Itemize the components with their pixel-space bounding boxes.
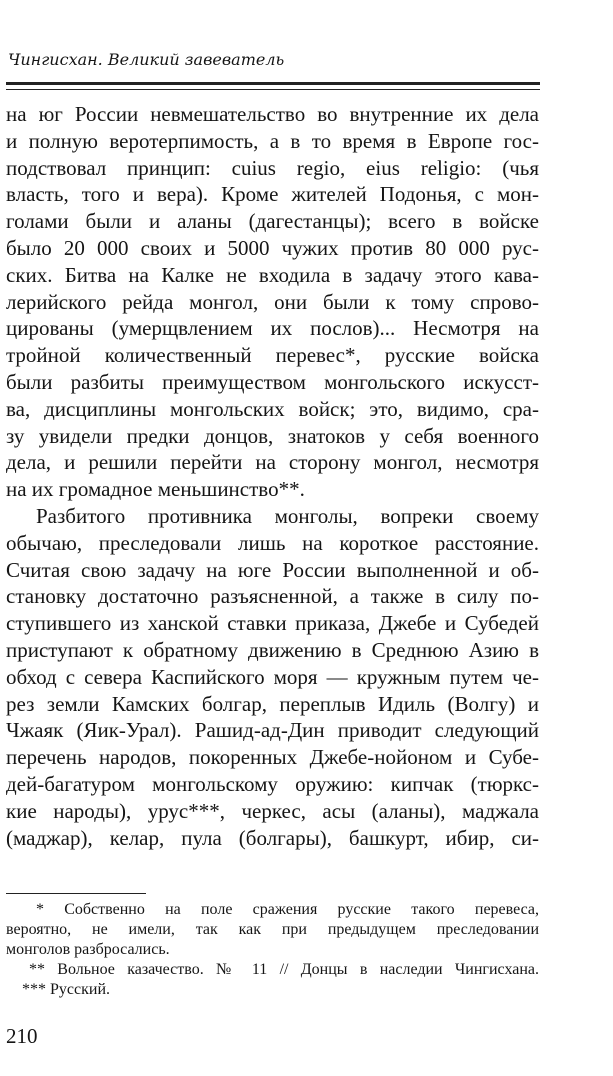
text-line: были разбиты преимуществом монгольского искусст- xyxy=(6,369,539,394)
text-line: на юг России невмешательство во внутренние их дела xyxy=(6,102,539,126)
text-line: кие народы), урус***, черкес, асы (аланы), маджала xyxy=(6,798,539,823)
main-text xyxy=(6,101,539,851)
text-line: дела, и решили перейти на сторону монгол, несмотря xyxy=(6,450,539,475)
text-line: рез земли Камских болгар, переплыв Идиль (Волгу) и xyxy=(6,691,539,716)
text-line: становку достаточно разъясненной, а также в силу по- xyxy=(6,584,539,609)
text-line: ских. Битва на Калке не входила в задачу этого кава- xyxy=(6,262,539,287)
text-line: власть, того и вера). Кроме жителей Подонья, с мон- xyxy=(6,182,539,207)
text-line: цированы (умерщвлением их послов)... Несмотря на xyxy=(6,316,539,341)
footnote-line: монголов разбросались. xyxy=(6,941,170,958)
text-line: приступают к обратному движению в Среднюю Азию в xyxy=(6,637,539,662)
text-line: дей-багатуром монгольскому оружию: кипчак (тюркс- xyxy=(6,771,539,796)
text-line: тройной количественный перевес*, русские войска xyxy=(6,343,539,368)
footnote-line: * Собственно на поле сражения русские такого перевеса, xyxy=(36,901,539,918)
text-line: ступившего из ханской ставки приказа, Джебе и Субедей xyxy=(6,611,539,636)
header-rule-thin xyxy=(6,89,540,90)
text-line: ва, дисциплины монгольских войск; это, видимо, сра- xyxy=(6,396,539,421)
text-line: и полную веротерпимость, а в то время в Европе гос- xyxy=(6,128,539,153)
text-line: Чжаяк (Яик-Урал). Рашид-ад-Дин приводит следующий xyxy=(6,718,539,743)
text-line: подствовал принцип: cuius regio, eius religio: (чья xyxy=(6,155,539,180)
footnotes xyxy=(6,900,539,1000)
footnote-line: *** Русский. xyxy=(22,981,110,998)
text-line: на их громадное меньшинство**. xyxy=(6,477,305,502)
footnote-line: вероятно, не имели, так как при предыдущем преследовании xyxy=(6,921,539,938)
text-line: лерийского рейда монгол, они были к тому спрово- xyxy=(6,289,539,314)
paragraph-start-line: Разбитого противника монголы, вопреки своему xyxy=(36,503,539,528)
text-line: Считая свою задачу на юге России выполненной и об- xyxy=(6,557,539,582)
text-line: обход с севера Каспийского моря — кружным путем че- xyxy=(6,664,539,689)
footnote-separator xyxy=(6,893,146,894)
header-rule-thick xyxy=(6,82,540,85)
running-head: Чингисхан. Великий завеватель xyxy=(8,50,285,69)
text-line: было 20 000 своих и 5000 чужих против 80 000 рус- xyxy=(6,235,539,260)
footnote-line: ** Вольное казачество. № 11 // Донцы в наследии Чингисхана. xyxy=(29,961,539,978)
text-line: (маджар), келар, пула (болгары), башкурт, ибир, си- xyxy=(6,825,539,850)
page-number: 210 xyxy=(6,1024,38,1048)
text-line: обычаю, преследовали лишь на короткое расстояние. xyxy=(6,530,539,555)
text-line: перечень народов, покоренных Джебе-нойоном и Субе- xyxy=(6,745,539,770)
text-line: зу увидели предки донцов, знатоков у себя военного xyxy=(6,423,539,448)
text-line: голами были и аланы (дагестанцы); всего в войске xyxy=(6,209,539,234)
